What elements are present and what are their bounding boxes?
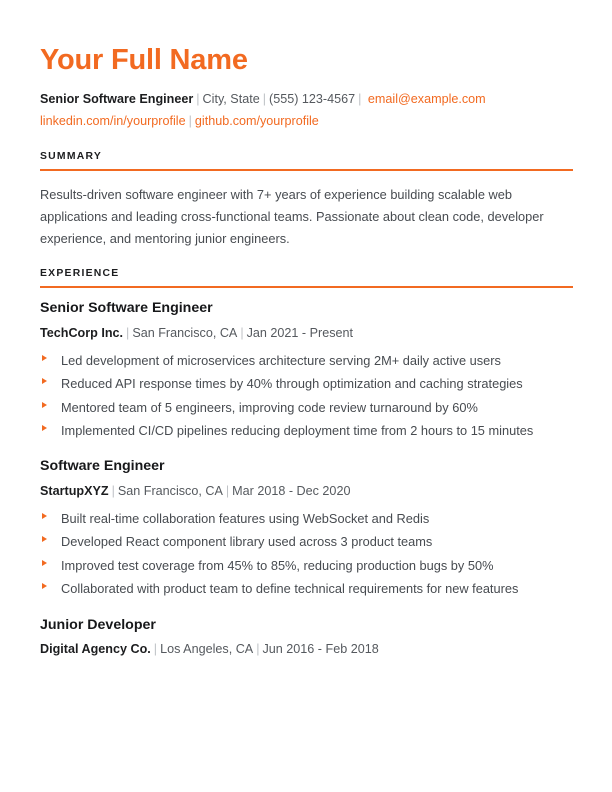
job-meta [40,483,573,499]
bullet-triangle-icon [42,560,47,566]
contact-email-link[interactable]: email@example.com [367,92,486,106]
separator: | [256,642,260,657]
job-bullet [40,420,573,441]
experience-entry [40,617,573,658]
job-bullet-text: Developed React component library used across 3 product teams [61,534,433,550]
bullet-triangle-icon [42,513,47,519]
job-bullet-list [40,508,573,600]
section-title-summary: SUMMARY [40,150,103,162]
job-bullet-list [40,350,573,442]
separator: | [188,114,192,129]
resume-header [40,46,573,133]
job-location: San Francisco, CA [117,484,223,499]
job-bullet [40,578,573,599]
contact-github-link[interactable]: github.com/yourprofile [194,114,319,129]
job-bullet-text: Implemented CI/CD pipelines reducing deployment time from 2 hours to 15 minutes [61,422,534,438]
job-bullet [40,531,573,552]
job-bullet-text: Built real-time collaboration features using WebSocket and Redis [61,510,430,526]
job-bullet [40,373,573,394]
bullet-triangle-icon [42,583,47,589]
experience-entry [40,300,573,441]
separator: | [240,326,244,341]
separator: | [358,92,362,106]
experience-job-list [40,300,573,657]
contact-phone: (555) 123-4567 [269,92,356,106]
job-bullet-text: Led development of microservices architecture serving 2M+ daily active users [61,352,501,368]
section-summary [40,152,573,250]
separator: | [262,92,266,106]
experience-entry [40,458,573,599]
job-bullet-text: Improved test coverage from 45% to 85%, reducing production bugs by 50% [61,557,494,573]
job-dates: Jan 2021 - Present [246,326,354,341]
separator: | [153,642,158,657]
contact-role: Senior Software Engineer [40,92,194,106]
separator: | [196,92,200,106]
job-meta [40,641,573,657]
job-bullet-text: Collaborated with product team to define technical requirements for new features [61,581,519,597]
section-rule [40,169,573,171]
separator: | [111,484,115,499]
bullet-triangle-icon [42,355,47,361]
job-location: Los Angeles, CA [160,642,254,657]
job-title: Junior Developer [40,616,156,633]
job-location: San Francisco, CA [132,326,238,341]
job-bullet [40,555,573,576]
job-company: Digital Agency Co. [40,642,151,657]
job-dates: Jun 2016 - Feb 2018 [262,642,379,657]
summary-text: Results-driven software engineer with 7+ years of experience building scalable web applications and leading cross-functional teams. Passionate about clean code, developer experience, and mentoring junior engineers. [40,187,544,247]
job-bullet [40,350,573,371]
section-title-experience: EXPERIENCE [40,268,120,280]
job-bullet-text: Reduced API response times by 40% through optimization and caching strategies [61,376,523,392]
separator: | [126,326,130,341]
contact-location: City, State [202,92,260,106]
page-title: Your Full Name [40,44,248,76]
bullet-triangle-icon [42,378,47,384]
job-bullet-text: Mentored team of 5 engineers, improving code review turnaround by 60% [61,399,478,415]
job-meta [40,325,573,341]
contact-line [40,88,573,133]
job-title: Software Engineer [40,458,165,475]
job-bullet [40,397,573,418]
bullet-triangle-icon [42,425,47,431]
contact-linkedin-link[interactable]: linkedin.com/in/yourprofile [40,114,186,129]
bullet-triangle-icon [42,402,47,408]
section-rule [40,286,573,288]
job-dates: Mar 2018 - Dec 2020 [232,484,351,499]
job-title: Senior Software Engineer [40,300,213,317]
section-experience [40,269,573,658]
separator: | [225,484,230,499]
job-company: TechCorp Inc. [40,326,124,341]
bullet-triangle-icon [42,536,47,542]
job-bullet [40,508,573,529]
job-company: StartupXYZ [40,484,109,499]
